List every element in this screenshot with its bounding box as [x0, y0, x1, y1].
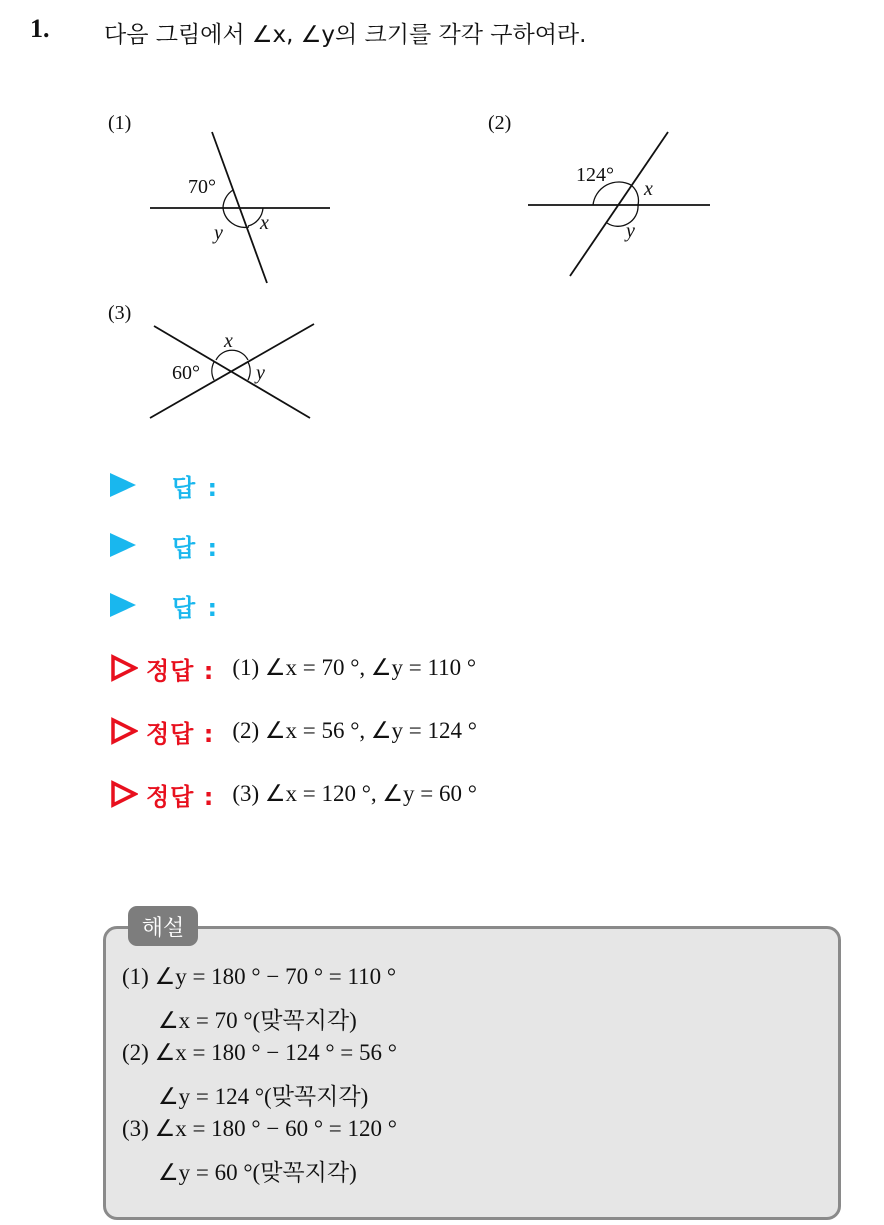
answer-row-1: [110, 468, 219, 502]
play-triangle-icon: [110, 533, 136, 557]
solution-tag: 해설: [128, 906, 198, 946]
solution-line-6: ∠y = 60 °(맞꼭지각): [158, 1160, 357, 1185]
figure-1: [100, 108, 340, 288]
figure-1-x-label: x: [260, 212, 269, 234]
figure-2-y-label: y: [626, 220, 635, 242]
correct-label: 정답 :: [146, 656, 215, 685]
figure-3: [100, 298, 340, 428]
figure-2-diagram: [480, 108, 720, 288]
answer-row-2: [110, 528, 219, 562]
outline-triangle-icon: [110, 780, 138, 808]
correct-row-2: [110, 714, 477, 748]
correct-label: 정답 :: [146, 782, 215, 811]
play-triangle-icon: [110, 473, 136, 497]
solution-line-5: (3) ∠x = 180 ° − 60 ° = 120 °: [122, 1116, 397, 1141]
outline-triangle-icon: [110, 654, 138, 682]
outline-triangle-icon: [110, 717, 138, 745]
play-triangle-icon: [110, 593, 136, 617]
figure-2: [480, 108, 720, 288]
correct-label: 정답 :: [146, 719, 215, 748]
solution-line-2: ∠x = 70 °(맞꼭지각): [158, 1008, 357, 1033]
figure-3-label: (3): [108, 302, 132, 324]
figure-1-y-label: y: [214, 222, 223, 244]
correct-text: (3) ∠x = 120 °, ∠y = 60 °: [232, 781, 477, 806]
figure-3-given-angle: 60°: [172, 362, 200, 384]
figure-1-label: (1): [108, 112, 132, 134]
correct-text: (1) ∠x = 70 °, ∠y = 110 °: [232, 655, 477, 680]
solution-line-3: (2) ∠x = 180 ° − 124 ° = 56 °: [122, 1040, 397, 1065]
figure-2-given-angle: 124°: [576, 164, 614, 186]
correct-row-1: [110, 651, 476, 685]
correct-text: (2) ∠x = 56 °, ∠y = 124 °: [232, 718, 477, 743]
question-text: 다음 그림에서 ∠x, ∠y의 크기를 각각 구하여라.: [104, 22, 587, 48]
solution-line-1: (1) ∠y = 180 ° − 70 ° = 110 °: [122, 964, 397, 989]
figure-3-diagram: [100, 298, 340, 428]
question-number: 1.: [30, 14, 50, 43]
answer-row-3: [110, 588, 219, 622]
figure-2-x-label: x: [644, 178, 653, 200]
figure-3-x-label: x: [224, 330, 233, 352]
figure-2-label: (2): [488, 112, 512, 134]
answer-label: 답 :: [172, 473, 220, 502]
figure-1-given-angle: 70°: [188, 176, 216, 198]
figure-1-diagram: [100, 108, 340, 288]
figure-3-y-label: y: [256, 362, 265, 384]
answer-label: 답 :: [172, 533, 220, 562]
correct-row-3: [110, 777, 477, 811]
answer-label: 답 :: [172, 593, 220, 622]
solution-line-4: ∠y = 124 °(맞꼭지각): [158, 1084, 369, 1109]
